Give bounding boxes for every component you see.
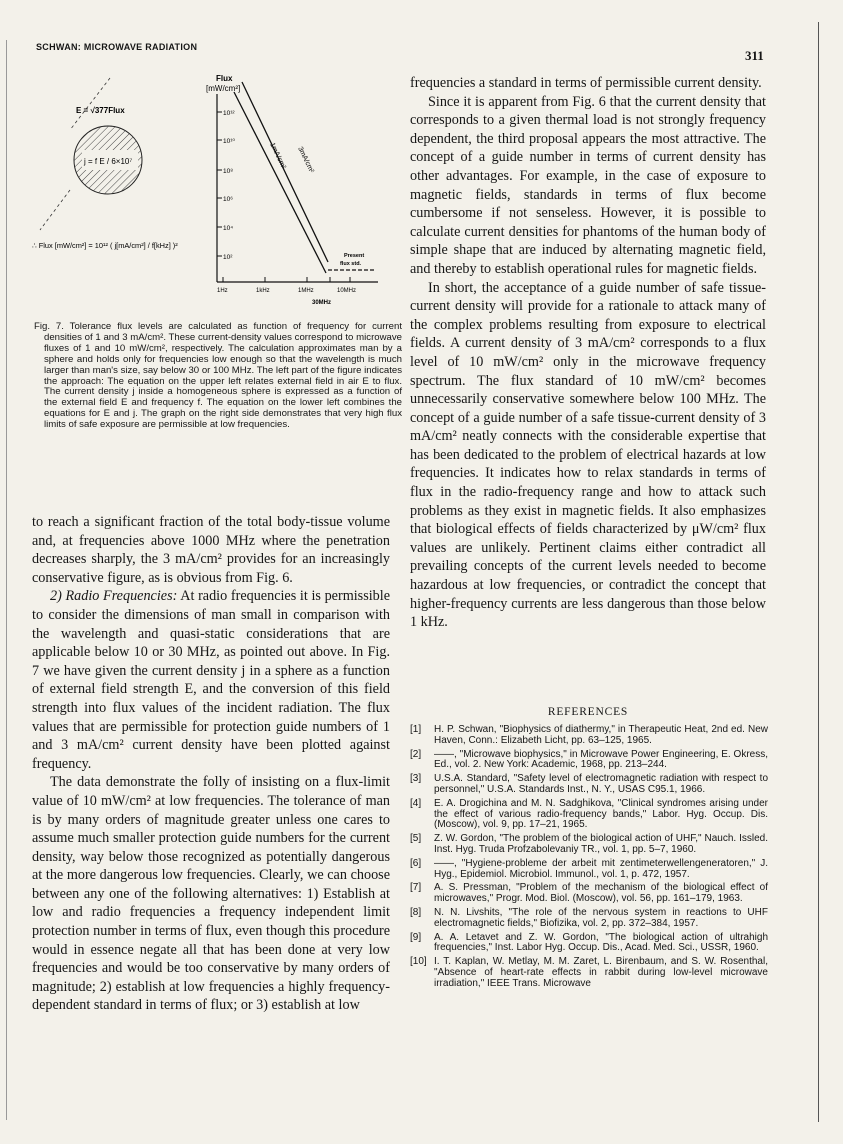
reference-text: A. A. Letavet and Z. W. Gordon, "The biological action of ultrahigh frequencies," Inst. Labor Hyg. Occup. Dis., Acad. Med. Sci., USSR, 1960. xyxy=(434,931,768,954)
paragraph: frequencies a standard in terms of permissible current density. xyxy=(410,75,762,91)
guide-line-upper xyxy=(70,78,110,130)
reference-text: N. N. Livshits, "The role of the nervous system in reactions to UHF electromagnetic fields," Biofizika, vol. 2, pp. 372–384, 1957. xyxy=(434,906,768,929)
x-extra-label: 30MHz xyxy=(312,300,332,306)
reference-number: [8] xyxy=(410,906,422,918)
equation-current-density: j = f E / 6×10⁷ xyxy=(84,157,133,166)
y-axis-label-2: [mW/cm²] xyxy=(206,84,241,93)
left-column xyxy=(32,513,390,1015)
reference-number: [3] xyxy=(410,773,422,785)
line-label-1ma: 1mA/cm² xyxy=(268,141,287,171)
figure-7-graphic xyxy=(30,70,410,315)
y-tick-label: 10¹² xyxy=(223,110,235,117)
line-1ma xyxy=(234,92,326,273)
y-tick-label: 10⁸ xyxy=(223,168,233,175)
reference-number: [9] xyxy=(410,931,422,943)
reference-text: A. S. Pressman, "Problem of the mechanism of the biological effect of microwaves," Progr. Mod. Biol. (Moscow), vol. 56, pp. 161–179, 1963. xyxy=(434,882,768,905)
y-ticks xyxy=(217,110,235,261)
references-list xyxy=(410,725,768,993)
present-flux-label-1: Present xyxy=(344,253,365,259)
x-ticks xyxy=(217,277,356,306)
reference-item xyxy=(410,725,768,747)
scan-edge-line xyxy=(6,40,7,1120)
line-label-3ma: 3mA/cm² xyxy=(296,145,315,175)
reference-text: U.S.A. Standard, "Safety level of electromagnetic radiation with respect to personnel," U.S.A. Standards Inst., N. Y., USAS C95.1, 1966. xyxy=(434,773,768,795)
y-tick-label: 10¹⁰ xyxy=(223,138,236,145)
x-tick-label: 1Hz xyxy=(217,288,228,294)
reference-item xyxy=(410,883,768,905)
reference-text: ——, "Microwave biophysics," in Microwave Power Engineering, E. Okress, Ed., vol. 2. New York: Academic, 1968, pp. 213–244. xyxy=(434,748,768,771)
line-3ma xyxy=(242,82,328,262)
reference-item xyxy=(410,933,768,955)
figure-caption: Fig. 7. Tolerance flux levels are calculated as function of frequency for current densities of 1 and 3 mA/cm². These current-density values correspond to microwave fluxes of 1 and 10 mW/cm², respectively. The calculation approximates man by a sphere and holds only for frequencies low enough so that the wavelength is much larger than man's size, say below 30 or 100 MHz. The left part of the figure indicates the approach: The equation on the upper left relates external field in air E to flux. The current density j inside a homogeneous sphere is expressed as a function of the external field E and frequency f. The equation on the lower left combines the equations for E and j. The graph on the right side demonstrates that very high flux limits of safe exposure are permissible at low frequencies. xyxy=(34,321,402,431)
reference-item xyxy=(410,750,768,772)
reference-item xyxy=(410,908,768,930)
reference-item xyxy=(410,774,768,796)
figure-7 xyxy=(30,70,410,315)
scan-edge-line xyxy=(818,22,819,1122)
reference-number: [10] xyxy=(410,956,427,968)
page-number: 311 xyxy=(745,48,764,63)
reference-number: [6] xyxy=(410,857,422,869)
reference-number: [5] xyxy=(410,833,422,845)
reference-item xyxy=(410,859,768,881)
x-tick-label: 10MHz xyxy=(337,288,357,294)
present-flux-label-2: flux std. xyxy=(340,261,362,267)
x-tick-label: 1MHz xyxy=(298,288,314,294)
reference-number: [1] xyxy=(410,724,422,735)
reference-number: [4] xyxy=(410,797,422,809)
paragraph: to reach a significant fraction of the total body-tissue volume and, at frequencies above 1000 MHz where the penetration decreases sharply, the 3 mA/cm² provides for an increasingly conservative figure, as is obvious from Fig. 6. xyxy=(32,514,390,586)
reference-text: E. A. Drogichina and M. N. Sadghikova, "Clinical syndromes arising under the effect of various radio-frequency bands," Labor. Hyg. Occup. Dis. (Moscow), vol. 9, pp. 17–21, 1965. xyxy=(434,797,768,831)
paragraph: The data demonstrate the folly of insisting on a flux-limit value of 10 mW/cm² at low frequencies. The tolerance of man is by many orders of magnitude greater unless one cares to assume much smaller protection guide numbers for the current density, way below those recognized as potentially dangerous at the more dangerous low frequencies. Clearly, we can choose between any one of the following alternatives: 1) Establish at low and radio frequencies a frequency independent limit protection number in terms of flux, even though this procedure would in essence negate all that has been done at very low frequencies and would be too conservative by many orders of magnitude; 2) establish at low frequencies a highly frequency-dependent standard in terms of flux; or 3) establish at low xyxy=(32,774,390,1014)
section-heading-radio-frequencies: 2) Radio Frequencies: xyxy=(50,588,178,605)
paragraph xyxy=(32,587,390,773)
references-heading: REFERENCES xyxy=(547,706,629,718)
reference-text: H. P. Schwan, "Biophysics of diathermy," in Therapeutic Heat, 2nd ed. New Haven, Conn.: Elizabeth Licht, pp. 63–125, 1965. xyxy=(434,724,768,746)
y-tick-label: 10² xyxy=(223,254,233,261)
y-axis-label-1: Flux xyxy=(216,74,233,83)
reference-text: Z. W. Gordon, "The problem of the biological action of UHF," Nauch. Issled. Inst. Hyg. Truda Profzabolevaniy TR., vol. 1, pp. 5–7, 1960. xyxy=(434,833,768,855)
reference-number: [7] xyxy=(410,882,422,894)
equation-flux-conversion: ∴ Flux [mW/cm²] = 10¹² ( j[mA/cm²] / f[kHz] )² xyxy=(32,241,178,250)
reference-item xyxy=(410,834,768,856)
reference-text: I. T. Kaplan, W. Metlay, M. M. Zaret, L. Birenbaum, and S. W. Rosenthal, "Absence of heart-rate effects in rabbit during low-level microwave irradiation," IEEE Trans. Microwave xyxy=(434,956,768,989)
running-head: SCHWAN: MICROWAVE RADIATION xyxy=(36,42,198,52)
y-tick-label: 10⁶ xyxy=(223,196,233,203)
reference-text: ——, "Hygiene-probleme der arbeit mit zentimeterwellengeneratoren," J. Hyg., Epidemiol. Microbiol. Immunol., vol. 1, p. 472, 1957. xyxy=(434,857,768,880)
right-column xyxy=(410,74,766,632)
x-tick-label: 1kHz xyxy=(256,288,270,294)
equation-field-flux: E = √377Flux xyxy=(76,106,125,115)
reference-item xyxy=(410,957,768,989)
paragraph: Since it is apparent from Fig. 6 that the current density that corresponds to a given thermal load is not strongly frequency dependent, the third proposal appears the most attractive. The concept of a guide number in terms of current density has other advantages. For example, in the case of exposure to magnetic fields, standards in terms of flux become cumbersome if not senseless. However, it is possible to calculate current densities for phantoms of the human body of simple shape that are induced by alternating magnetic field, and thereby to establish operational rules for magnetic fields. xyxy=(410,93,766,277)
paragraph-body: At radio frequencies it is permissible to consider the dimensions of man small in comparison with the wavelength and quasi-static considerations that are applicable below 10 or 30 MHz, as pointed out above. In Fig. 7 we have given the current density j in a sphere as a function of external field strength E, and the conversion of this field strength into flux values of the incident radiation. The flux values that are permissible for protection guide numbers of 1 and 3 mA/cm² current density have been plotted against frequency. xyxy=(32,588,390,772)
reference-item xyxy=(410,799,768,831)
paragraph: In short, the acceptance of a guide number of safe tissue-current density will provide for a rationale to attack many of the complex problems resulting from exposure to electrical fields. A current density of 3 mA/cm² corresponds to a flux level of 10 mW/cm² only in the microwave frequency spectrum. The flux standard of 10 mW/cm² becomes unnecessarily conservative somewhere below 100 MHz. The concept of a guide number of a safe tissue-current density of 3 mA/cm² neatly connects with the considerable expertise that has been dedicated to the problem of electrical hazards at low frequencies. It indicates how to relax standards in terms of flux in the radio-frequency range and how to attack such problems as they exist in magnetic fields. It also emphasizes that biological effects of fields characterized by μW/cm² flux values are unlikely. Pertinent claims either contradict all prevailing concepts of the current levels needed to become hazardous at low frequencies, or contradict the concept that higher-frequency currents are less dangerous than those below 1 kHz. xyxy=(410,279,766,631)
guide-line-lower xyxy=(40,190,70,230)
y-tick-label: 10⁴ xyxy=(223,225,234,232)
reference-number: [2] xyxy=(410,748,422,760)
